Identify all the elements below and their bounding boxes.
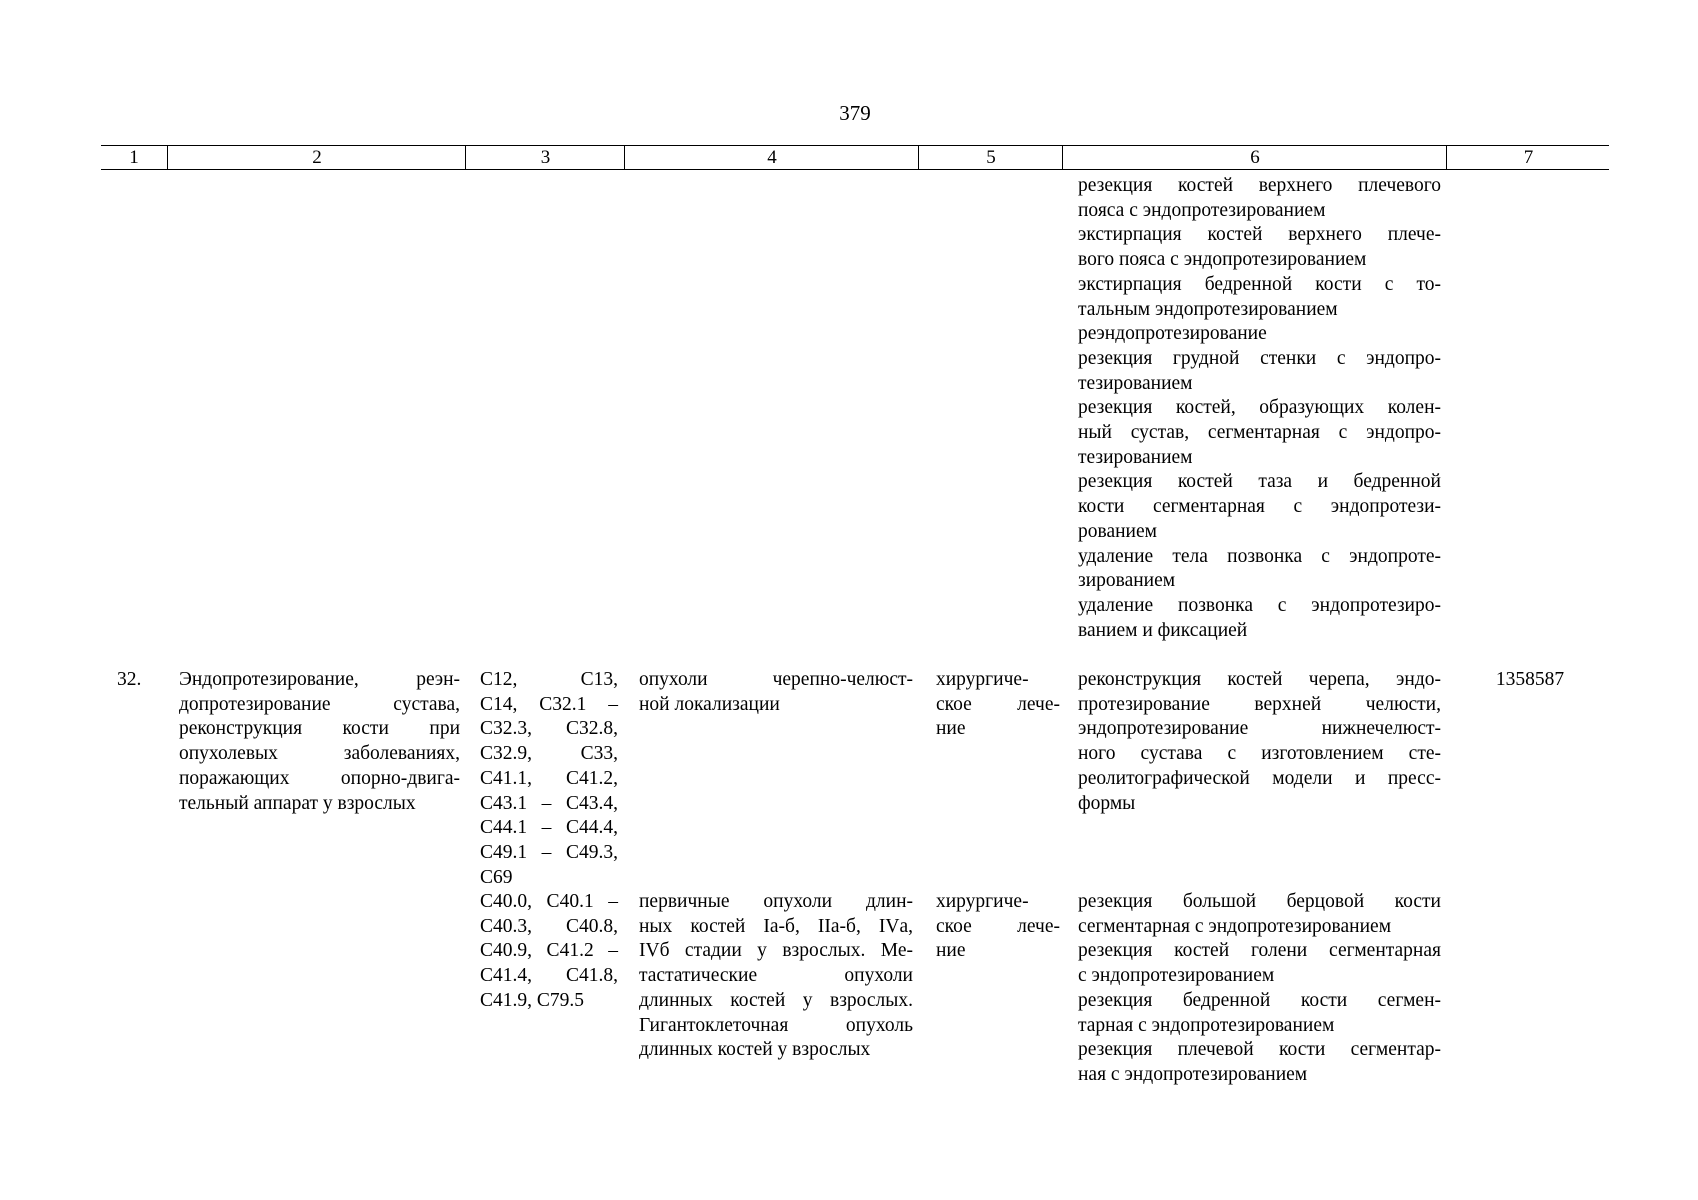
text-line: C41.4, C41.8, <box>480 965 618 987</box>
text-line: IVб стадии у взрослых. Ме- <box>639 940 913 962</box>
column-header-4: 4 <box>624 146 919 169</box>
column-header-6: 6 <box>1062 146 1447 169</box>
text-line: зированием <box>1078 570 1176 592</box>
procedure-item <box>1078 347 1441 396</box>
text-line: допротезирование сустава, <box>179 693 460 715</box>
text-line: с эндопротезированием <box>1078 965 1275 987</box>
text-line: удаление тела позвонка с эндопроте- <box>1078 545 1441 567</box>
text-line: C32.9, C33, <box>480 743 618 765</box>
column-header-5: 5 <box>918 146 1063 169</box>
text-line: резекция плечевой кости сегментар- <box>1078 1039 1441 1061</box>
text-line: C44.1 – C44.4, <box>480 817 618 839</box>
text-line: реэндопротезирование <box>1078 323 1267 345</box>
text-line: хирургиче- <box>936 669 1029 690</box>
text-line: опухоли черепно-челюст- <box>639 669 913 690</box>
text-line: C14, C32.1 – <box>480 693 618 715</box>
text-line: C41.9, C79.5 <box>480 989 585 1011</box>
text-line: тельный аппарат у взрослых <box>179 792 416 814</box>
text-line: Эндопротезирование, реэн- <box>179 669 460 690</box>
price-cell: 1358587 <box>1495 669 1565 690</box>
page-number: 379 <box>839 101 871 125</box>
icd-codes-cell <box>480 668 618 890</box>
text-line: резекция костей верхнего плечевого <box>1078 175 1441 196</box>
text-line: ного сустава с изготовлением сте- <box>1078 743 1441 765</box>
row-number: 32. <box>117 669 142 690</box>
procedure-item <box>1078 594 1441 643</box>
text-line: ных костей Iа-б, IIа-б, IVа, <box>639 915 913 937</box>
text-line: C40.3, C40.8, <box>480 915 618 937</box>
text-line: удаление позвонка с эндопротезиро- <box>1078 594 1441 616</box>
text-line: C40.0, C40.1 – <box>480 891 618 912</box>
procedure-item <box>1078 396 1441 470</box>
procedure-item <box>1078 1038 1441 1087</box>
text-line: ние <box>936 718 966 740</box>
column-header-2: 2 <box>167 146 466 169</box>
procedure-item <box>1078 174 1441 223</box>
text-line: экстирпация бедренной кости с то- <box>1078 273 1441 295</box>
text-line: хирургиче- <box>936 891 1029 912</box>
text-line: C12, C13, <box>480 669 618 690</box>
procedure-item <box>1078 545 1441 594</box>
text-line: ское лече- <box>936 915 1060 937</box>
text-line: C40.9, C41.2 – <box>480 940 618 962</box>
disease-model-cell <box>639 668 913 717</box>
text-line: пояса с эндопротезированием <box>1078 199 1326 221</box>
icd-codes-cell <box>480 890 618 1014</box>
text-line: C43.1 – C43.4, <box>480 792 618 814</box>
table-header-row <box>101 145 1609 170</box>
text-line: рованием <box>1078 520 1157 542</box>
text-line: ной локализации <box>639 693 780 715</box>
text-line: реолитографической модели и пресс- <box>1078 767 1441 789</box>
column-header-3: 3 <box>465 146 625 169</box>
text-line: тезированием <box>1078 446 1193 468</box>
text-line: протезирование верхней челюсти, <box>1078 693 1441 715</box>
text-line: резекция грудной стенки с эндопро- <box>1078 347 1441 369</box>
text-line: сегментарная с эндопротезированием <box>1078 915 1392 937</box>
text-line: первичные опухоли длин- <box>639 891 913 912</box>
text-line: вого пояса с эндопротезированием <box>1078 249 1367 271</box>
column-header-7: 7 <box>1446 146 1610 169</box>
text-line: тарная с эндопротезированием <box>1078 1014 1335 1036</box>
continuation-procedures-cell <box>1078 174 1441 643</box>
treatment-method-cell <box>1078 668 1441 816</box>
text-line: формы <box>1078 792 1136 814</box>
text-line: резекция костей таза и бедренной <box>1078 471 1441 493</box>
text-line: тастатические опухоли <box>639 965 913 987</box>
text-line: ние <box>936 940 966 962</box>
treatment-type-cell <box>936 890 1060 964</box>
text-line: реконструкция костей черепа, эндо- <box>1078 669 1441 690</box>
procedure-item <box>1078 273 1441 322</box>
text-line: кости сегментарная с эндопротези- <box>1078 496 1441 518</box>
procedure-item <box>1078 939 1441 988</box>
text-line: тезированием <box>1078 372 1193 394</box>
text-line: длинных костей у взрослых <box>639 1039 871 1061</box>
text-line: поражающих опорно-двига- <box>179 767 460 789</box>
procedure-item <box>1078 890 1441 939</box>
text-line: ское лече- <box>936 693 1060 715</box>
treatment-method-cell <box>1078 890 1441 1088</box>
treatment-type-cell <box>936 668 1060 742</box>
text-line: длинных костей у взрослых. <box>639 989 913 1011</box>
column-header-1: 1 <box>129 147 139 168</box>
procedure-item <box>1078 668 1441 816</box>
text-line: ная с эндопротезированием <box>1078 1063 1308 1085</box>
procedure-item <box>1078 989 1441 1038</box>
text-line: экстирпация костей верхнего плече- <box>1078 224 1441 246</box>
text-line: C32.3, C32.8, <box>480 718 618 740</box>
text-line: C69 <box>480 866 513 888</box>
procedure-item <box>1078 322 1441 347</box>
text-line: Гигантоклеточная опухоль <box>639 1014 913 1036</box>
disease-model-cell <box>639 890 913 1063</box>
text-line: C49.1 – C49.3, <box>480 841 618 863</box>
text-line: резекция костей, образующих колен- <box>1078 397 1441 419</box>
text-line: эндопротезирование нижнечелюст- <box>1078 718 1441 740</box>
text-line: тальным эндопротезированием <box>1078 298 1338 320</box>
text-line: опухолевых заболеваниях, <box>179 743 460 765</box>
procedure-item <box>1078 470 1441 544</box>
text-line: реконструкция кости при <box>179 718 460 740</box>
procedure-item <box>1078 223 1441 272</box>
text-line: резекция бедренной кости сегмен- <box>1078 989 1441 1011</box>
text-line: резекция костей голени сегментарная <box>1078 940 1441 962</box>
text-line: C41.1, C41.2, <box>480 767 618 789</box>
text-line: резекция большой берцовой кости <box>1078 891 1441 912</box>
text-line: ный сустав, сегментарная с эндопро- <box>1078 422 1441 444</box>
text-line: ванием и фиксацией <box>1078 619 1248 641</box>
method-name-cell <box>179 668 460 816</box>
